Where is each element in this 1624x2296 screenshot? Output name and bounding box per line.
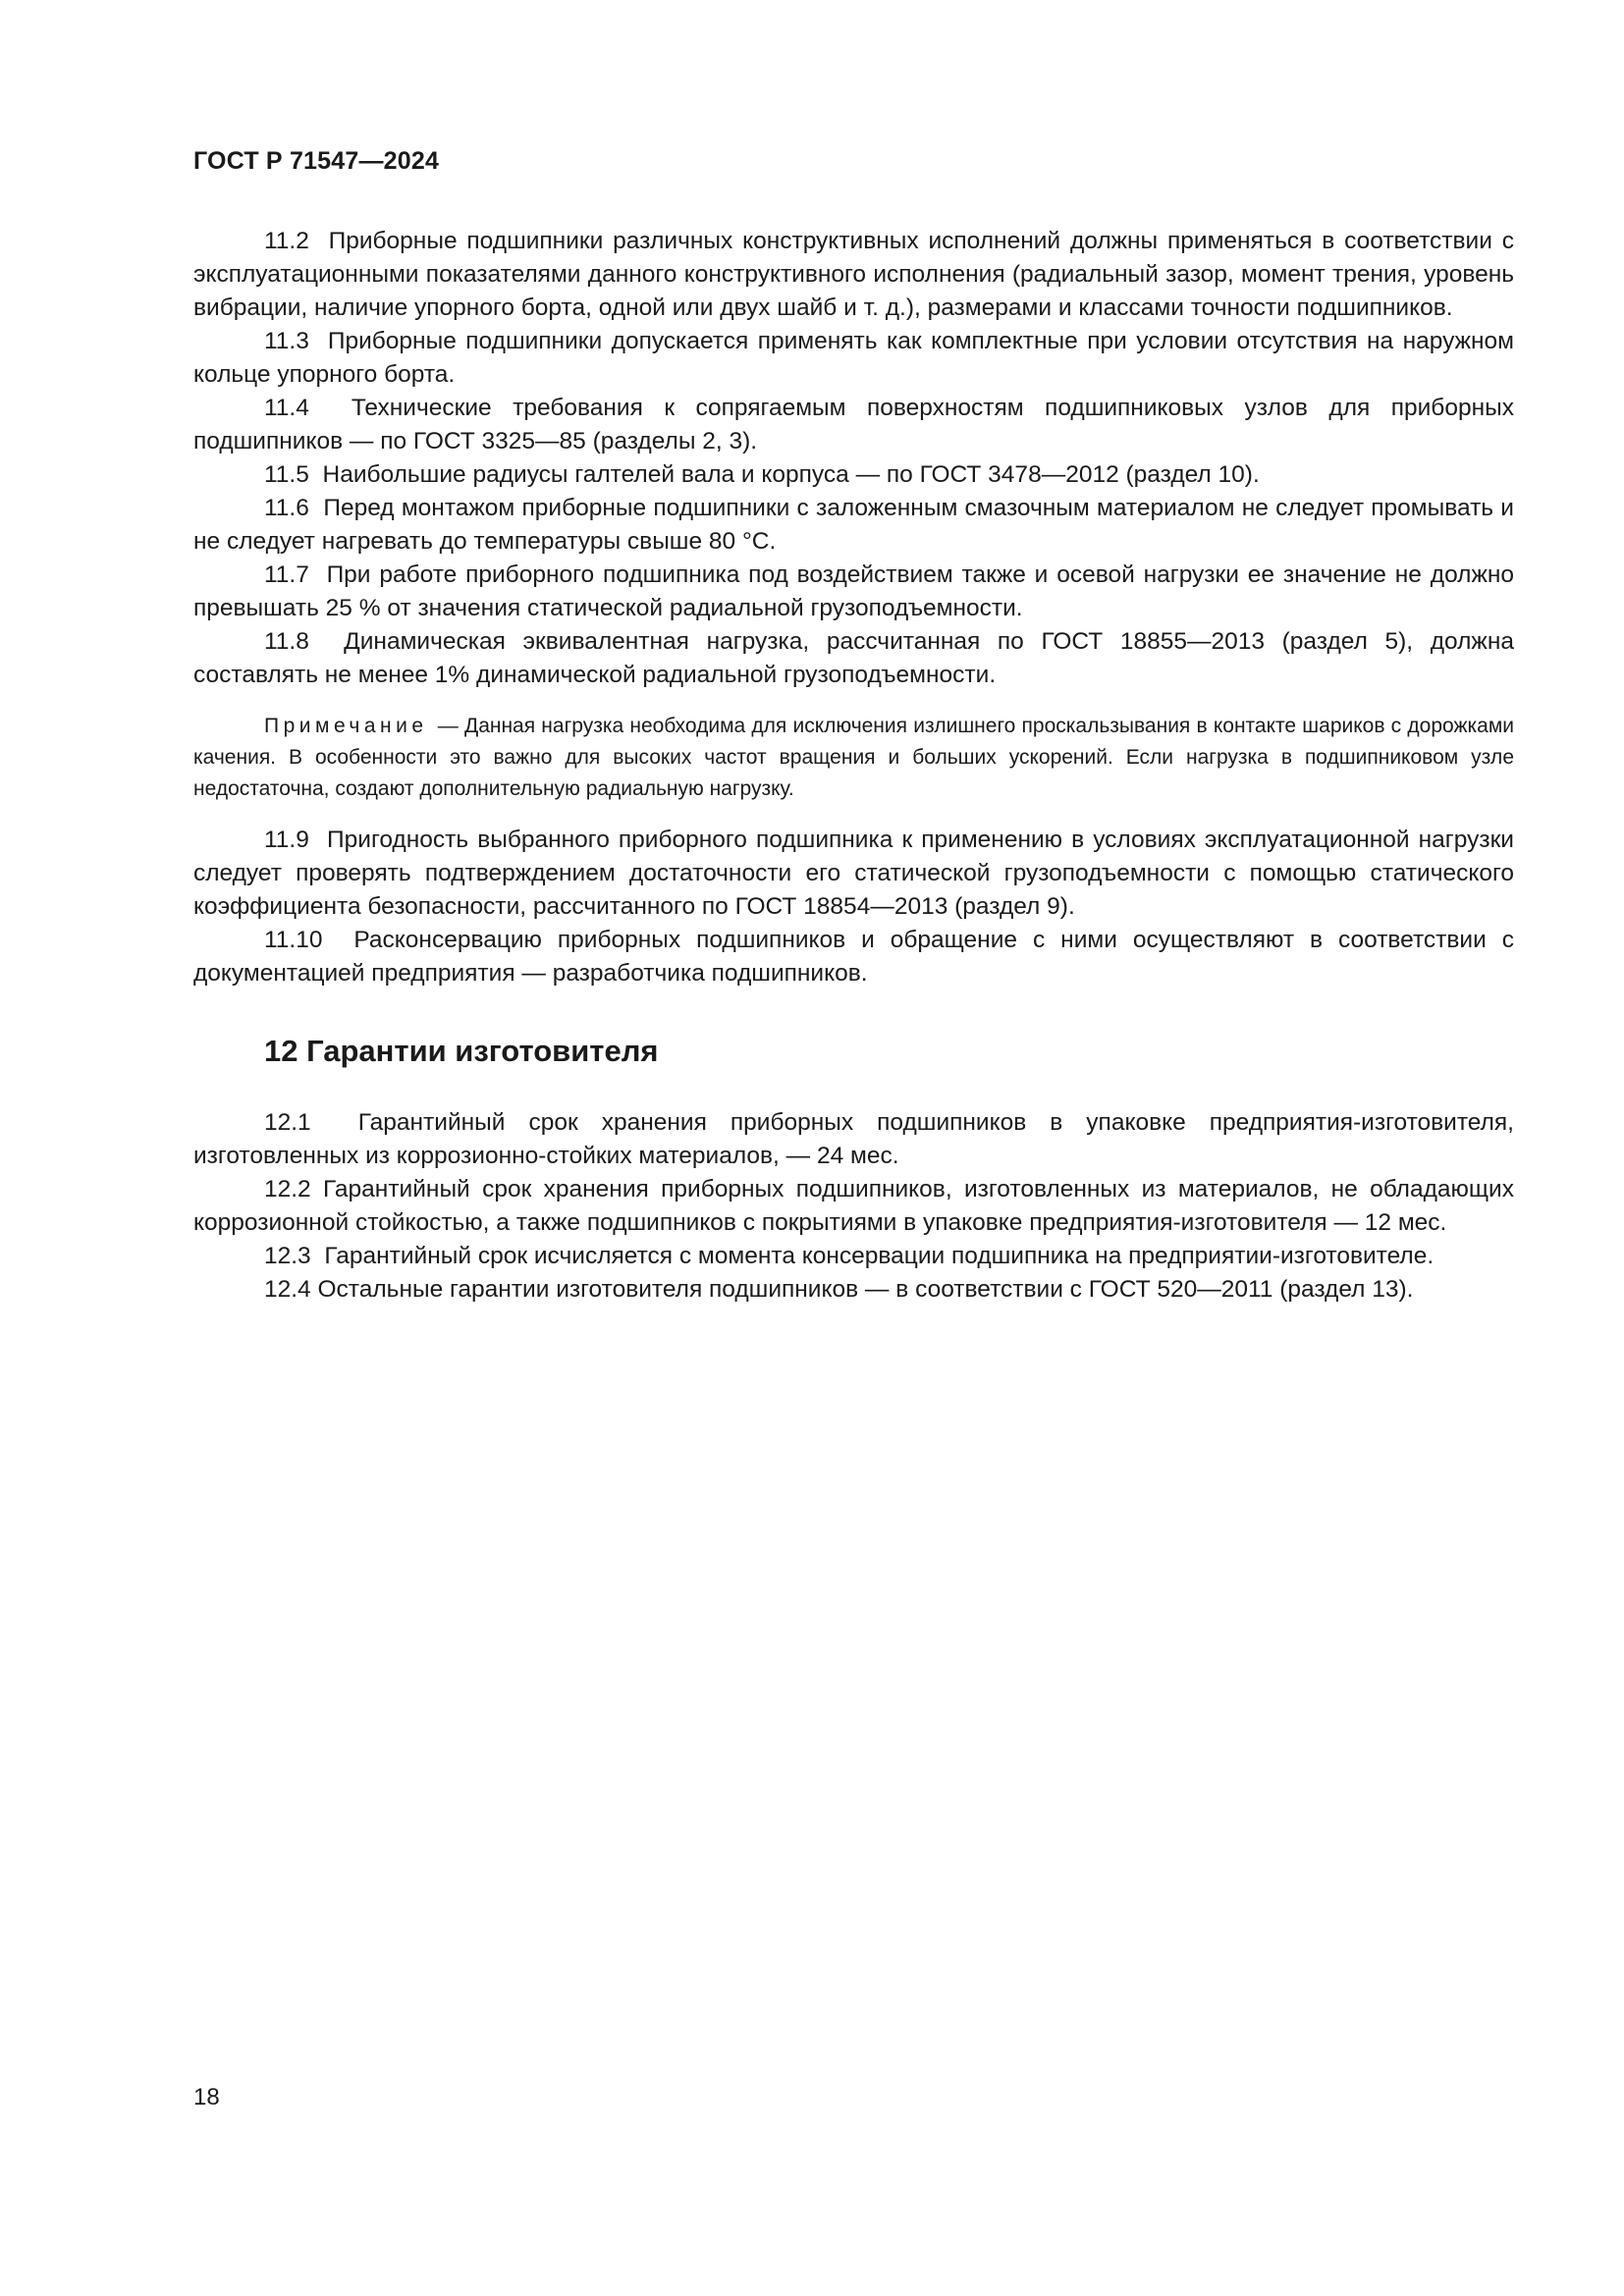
paragraph-11-2 bbox=[193, 225, 1514, 325]
note-paragraph bbox=[193, 711, 1514, 805]
paragraph-text: Наибольшие радиусы галтелей вала и корпуса — по ГОСТ 3478—2012 (раздел 10). bbox=[322, 461, 1260, 488]
paragraph-number: 11.2 bbox=[264, 228, 309, 254]
paragraph-number: 12.3 bbox=[264, 1243, 311, 1269]
paragraph-text: Технические требования к сопрягаемым поверхностям подшипниковых узлов для приборных подшипников — по ГОСТ 3325—85 (разделы 2, 3). bbox=[193, 395, 1514, 454]
page-number: 18 bbox=[193, 2084, 220, 2110]
paragraph-text: Приборные подшипники допускается применять как комплектные при условии отсутствия на наружном кольце упорного борта. bbox=[193, 328, 1514, 388]
paragraph-11-4 bbox=[193, 392, 1514, 458]
section-11-paragraphs bbox=[193, 225, 1514, 692]
paragraph-text: Приборные подшипники различных конструктивных исполнений должны применяться в соответствии с эксплуатационными показателями данного конструктивного исполнения (радиальный зазор, момент трения, уровень вибрации, наличие упорного борта, одной или двух шайб и т. д.), размерами и классами точности подшипников. bbox=[193, 228, 1514, 321]
section-12-paragraphs bbox=[193, 1106, 1514, 1307]
paragraph-12-3 bbox=[193, 1240, 1514, 1273]
page-content bbox=[193, 225, 1514, 1307]
paragraph-11-9 bbox=[193, 824, 1514, 924]
paragraph-text: Гарантийный срок хранения приборных подшипников в упаковке предприятия-изготовителя, изготовленных из коррозионно-стойких материалов, — 24 мес. bbox=[193, 1109, 1514, 1169]
paragraph-text: Динамическая эквивалентная нагрузка, рассчитанная по ГОСТ 18855—2013 (раздел 5), должна составлять не менее 1% динамической радиальной грузоподъемности. bbox=[193, 628, 1514, 688]
paragraph-number: 11.4 bbox=[264, 395, 309, 421]
paragraph-11-3 bbox=[193, 325, 1514, 392]
paragraph-number: 11.8 bbox=[264, 628, 309, 655]
paragraph-12-1 bbox=[193, 1106, 1514, 1173]
paragraph-text: Гарантийный срок исчисляется с момента консервации подшипника на предприятии-изготовителе. bbox=[324, 1243, 1435, 1269]
paragraph-text: Расконсервацию приборных подшипников и обращение с ними осуществляют в соответствии с документацией предприятия — разработчика подшипников. bbox=[193, 927, 1514, 987]
note-label: Примечание bbox=[264, 715, 428, 737]
paragraph-number: 12.4 bbox=[264, 1276, 311, 1303]
document-code-header: ГОСТ Р 71547—2024 bbox=[193, 147, 440, 175]
paragraph-11-10 bbox=[193, 924, 1514, 990]
paragraph-number: 11.3 bbox=[264, 328, 309, 354]
paragraph-text: Гарантийный срок хранения приборных подшипников, изготовленных из материалов, не обладающих коррозионной стойкостью, а также подшипников с покрытиями в упаковке предприятия-изготовителя — 12 мес. bbox=[193, 1176, 1514, 1236]
paragraph-12-4 bbox=[193, 1273, 1514, 1307]
paragraph-number: 12.1 bbox=[264, 1109, 311, 1136]
paragraph-11-6 bbox=[193, 492, 1514, 559]
paragraph-number: 11.9 bbox=[264, 827, 309, 853]
paragraph-text: При работе приборного подшипника под воздействием также и осевой нагрузки ее значение не должно превышать 25 % от значения статической радиальной грузоподъемности. bbox=[193, 561, 1514, 621]
paragraph-11-8 bbox=[193, 625, 1514, 692]
section-11-paragraphs-continued bbox=[193, 824, 1514, 990]
note-text: — Данная нагрузка необходима для исключения излишнего проскальзывания в контакте шариков с дорожками качения. В особенности это важно для высоких частот вращения и больших ускорений. Если нагрузка в подшипниковом узле недостаточна, создают дополнительную радиальную нагрузку. bbox=[193, 715, 1514, 800]
paragraph-text: Пригодность выбранного приборного подшипника к применению в условиях эксплуатационной нагрузки следует проверять подтверждением достаточности его статической грузоподъемности с помощью статического коэффициента безопасности, рассчитанного по ГОСТ 18854—2013 (раздел 9). bbox=[193, 827, 1514, 920]
paragraph-11-5 bbox=[193, 458, 1514, 492]
paragraph-number: 11.6 bbox=[264, 495, 309, 521]
paragraph-number: 11.5 bbox=[264, 461, 309, 488]
paragraph-12-2 bbox=[193, 1173, 1514, 1240]
paragraph-text: Остальные гарантии изготовителя подшипников — в соответствии с ГОСТ 520—2011 (раздел 13). bbox=[317, 1276, 1414, 1303]
paragraph-number: 12.2 bbox=[264, 1176, 311, 1202]
section-12-title: 12 Гарантии изготовителя bbox=[264, 1034, 659, 1068]
paragraph-text: Перед монтажом приборные подшипники с заложенным смазочным материалом не следует промывать и не следует нагревать до температуры свыше 80 °С. bbox=[193, 495, 1514, 555]
paragraph-11-7 bbox=[193, 559, 1514, 625]
paragraph-number: 11.7 bbox=[264, 561, 309, 588]
paragraph-number: 11.10 bbox=[264, 927, 323, 953]
